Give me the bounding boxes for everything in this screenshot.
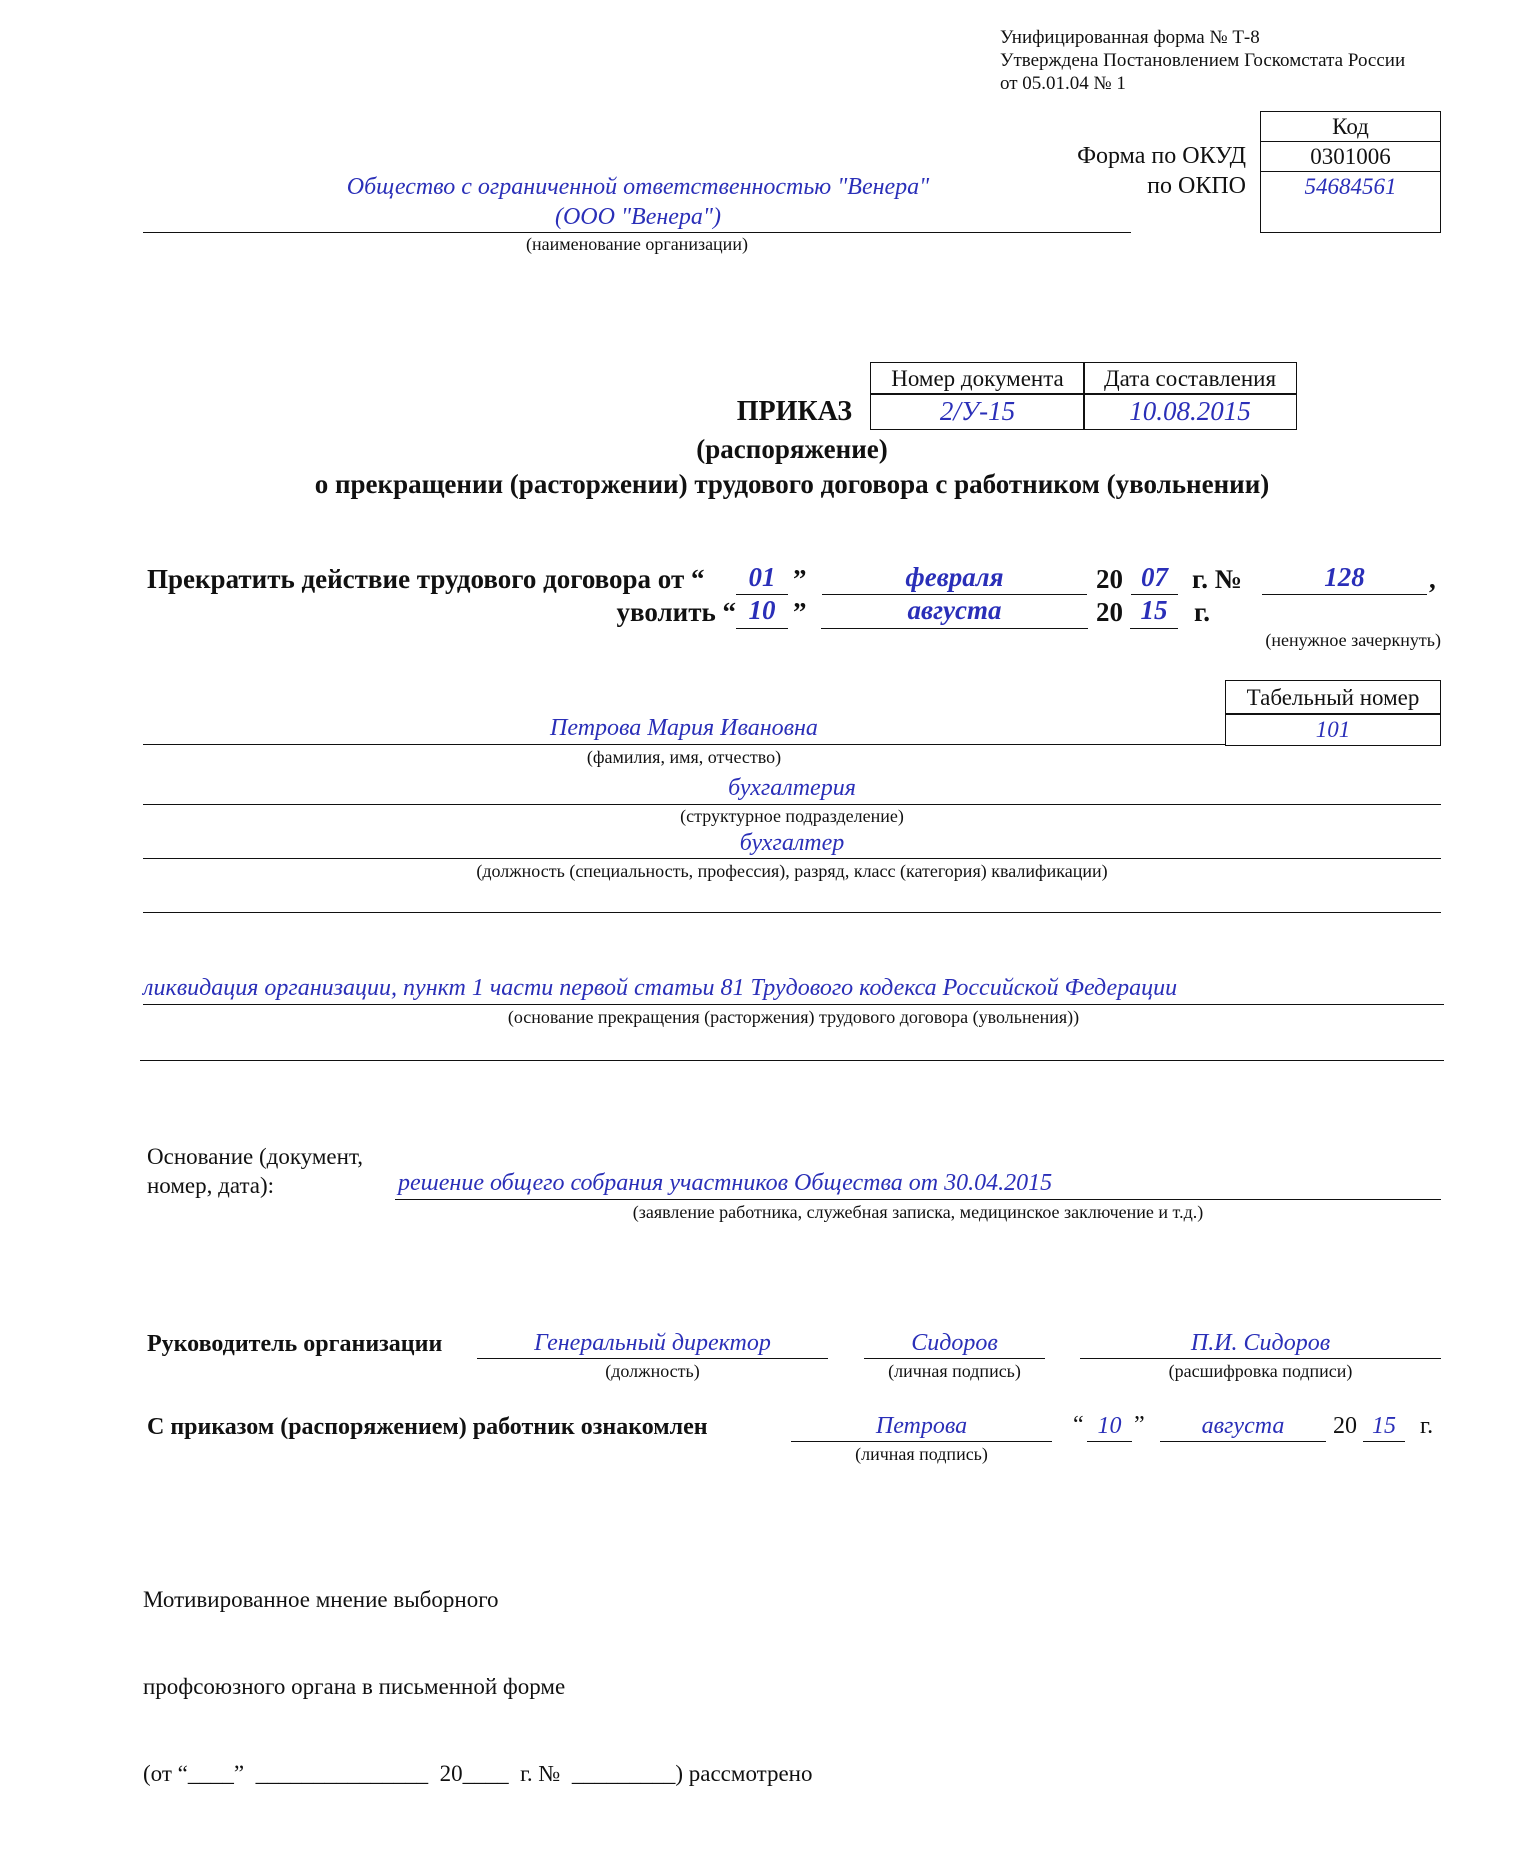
organization-name <box>143 172 1133 232</box>
termination-reason-extra-line <box>140 1060 1444 1061</box>
ack-close-quote: ” <box>1134 1412 1145 1438</box>
department: бухгалтерия <box>728 775 856 801</box>
doc-date-header: Дата составления <box>1083 362 1297 395</box>
okpo-label: по ОКПО <box>1147 173 1246 199</box>
organization-underline <box>143 232 1131 233</box>
dismiss-year-prefix: 20 <box>1096 597 1123 627</box>
contract-label: Прекратить действие трудового договора от “ <box>147 564 705 594</box>
order-title: ПРИКАЗ <box>736 396 852 427</box>
contract-month: февраля <box>905 562 1004 592</box>
acknowledged-label: С приказом (распоряжением) работник ознакомлен <box>147 1414 708 1440</box>
dismiss-day: 10 <box>748 595 776 625</box>
employee-signature: Петрова <box>875 1413 968 1439</box>
organization-name-line2: (ООО "Венера") <box>554 204 721 230</box>
tab-number-value: 101 <box>1225 713 1441 746</box>
dismiss-label: уволить “ <box>616 597 736 627</box>
doc-number-header: Номер документа <box>870 362 1085 395</box>
form-header-line1: Унифицированная форма № Т-8 <box>1000 27 1260 48</box>
basis-label <box>147 1142 363 1200</box>
employee-name: Петрова Мария Ивановна <box>550 715 818 741</box>
basis-document: решение общего собрания участников Общества от 30.04.2015 <box>398 1170 1053 1196</box>
organization-caption: (наименование организации) <box>526 234 748 254</box>
basis-label-line1: Основание (документ, <box>147 1144 364 1169</box>
tab-number-header: Табельный номер <box>1225 680 1441 715</box>
ack-day-underline <box>1087 1441 1132 1442</box>
contract-close-quote: ” <box>793 564 807 594</box>
position-caption: (должность (специальность, профессия), разряд, класс (категория) квалификации) <box>476 861 1108 881</box>
department-underline <box>143 804 1441 805</box>
basis-label-line2: номер, дата): <box>147 1173 275 1198</box>
okpo-value: 54684561 <box>1260 171 1441 233</box>
position: бухгалтер <box>739 830 845 856</box>
head-signature: Сидоров <box>911 1330 998 1356</box>
ack-month: августа <box>1201 1413 1285 1439</box>
head-position-underline <box>477 1358 828 1359</box>
employee-signature-underline <box>791 1441 1052 1442</box>
dismiss-close-quote: ” <box>793 597 807 627</box>
contract-year: 07 <box>1141 562 1168 592</box>
contract-number-underline <box>1262 594 1427 595</box>
ack-open-quote: “ <box>1073 1412 1084 1438</box>
head-decoding-underline <box>1080 1358 1441 1359</box>
head-position-caption: (должность) <box>605 1361 700 1381</box>
form-header-line3: от 05.01.04 № 1 <box>1000 73 1126 94</box>
termination-reason-underline <box>143 1004 1444 1005</box>
head-label: Руководитель организации <box>147 1331 443 1357</box>
contract-day: 01 <box>748 562 776 592</box>
head-signature-underline <box>864 1358 1045 1359</box>
union-opinion-line2: профсоюзного органа в письменной форме <box>143 1674 566 1699</box>
contract-comma: , <box>1429 564 1436 594</box>
organization-name-line1: Общество с ограниченной ответственностью "Венера" <box>346 174 930 200</box>
termination-reason: ликвидация организации, пункт 1 части первой статьи 81 Трудового кодекса Российской Федерации <box>143 975 1178 1001</box>
head-decoding-caption: (расшифровка подписи) <box>1168 1361 1353 1381</box>
ack-year-underline <box>1363 1441 1405 1442</box>
doc-number-value: 2/У-15 <box>870 393 1085 430</box>
order-subtitle: (распоряжение) <box>696 434 888 464</box>
dismiss-day-underline <box>736 628 788 629</box>
ack-year: 15 <box>1372 1413 1396 1439</box>
basis-document-caption: (заявление работника, служебная записка, медицинское заключение и т.д.) <box>632 1202 1204 1222</box>
head-signature-caption: (личная подпись) <box>888 1361 1021 1381</box>
ack-day: 10 <box>1097 1413 1122 1439</box>
contract-year-prefix: 20 <box>1096 564 1123 594</box>
termination-reason-caption: (основание прекращения (расторжения) трудового договора (увольнения)) <box>507 1007 1080 1027</box>
ack-month-underline <box>1160 1441 1326 1442</box>
form-header-line2: Утверждена Постановлением Госкомстата России <box>1000 50 1406 71</box>
doc-date-value: 10.08.2015 <box>1083 393 1297 430</box>
okud-value: 0301006 <box>1260 141 1441 172</box>
dismiss-year: 15 <box>1140 595 1168 625</box>
head-decoding: П.И. Сидоров <box>1190 1330 1331 1356</box>
basis-document-underline <box>395 1199 1441 1200</box>
order-subject: о прекращении (расторжении) трудового договора с работником (увольнении) <box>314 469 1270 499</box>
strike-note: (ненужное зачеркнуть) <box>1265 630 1441 650</box>
employee-signature-caption: (личная подпись) <box>855 1444 988 1464</box>
dismiss-year-underline <box>1130 628 1178 629</box>
form-header <box>1000 26 1405 95</box>
position-extra-line <box>143 912 1441 913</box>
union-opinion <box>143 1527 813 1817</box>
union-opinion-line3: (от “____” _______________ 20____ г. № _________) рассмотрено <box>143 1761 813 1786</box>
codes-header: Код <box>1260 111 1441 142</box>
ack-year-suffix: г. <box>1420 1413 1434 1439</box>
dismiss-year-suffix: г. <box>1194 597 1210 627</box>
dismiss-month-underline <box>821 628 1088 629</box>
head-position: Генеральный директор <box>534 1330 771 1356</box>
okud-label: Форма по ОКУД <box>1077 143 1246 169</box>
union-opinion-line1: Мотивированное мнение выборного <box>143 1587 499 1612</box>
employee-name-caption: (фамилия, имя, отчество) <box>586 747 782 767</box>
ack-year-prefix: 20 <box>1333 1413 1357 1439</box>
department-caption: (структурное подразделение) <box>680 806 904 826</box>
contract-number-label: г. № <box>1192 564 1242 594</box>
contract-number: 128 <box>1324 562 1365 592</box>
dismiss-month: августа <box>907 595 1002 625</box>
position-underline <box>143 858 1441 859</box>
employee-name-underline <box>143 744 1225 745</box>
